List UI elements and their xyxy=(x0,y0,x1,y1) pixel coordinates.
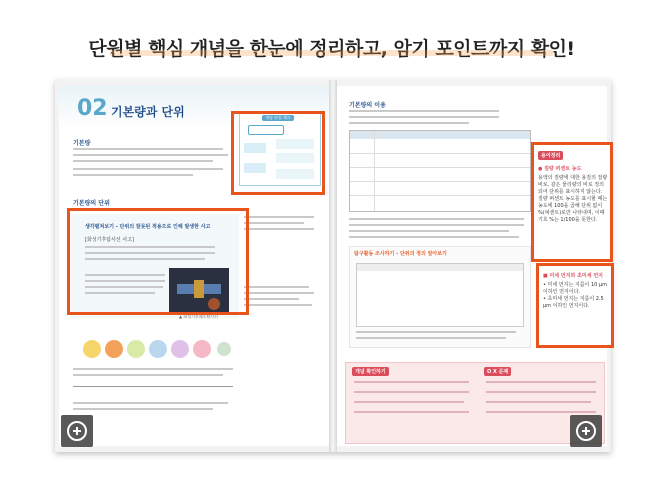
headline-underline xyxy=(110,50,553,56)
text-line xyxy=(356,337,506,339)
scale-axis xyxy=(73,386,233,387)
text-line xyxy=(73,168,223,170)
review-line xyxy=(354,381,469,383)
review-line xyxy=(354,391,469,393)
table-row-divider xyxy=(350,167,530,168)
highlight-tip-box xyxy=(536,263,614,348)
headline-text: 단원별 핵심 개념을 한눈에 정리하고, 암기 포인트까지 확인! xyxy=(88,38,575,60)
ox-line xyxy=(486,391,596,393)
review-line xyxy=(354,411,469,413)
side-note-line xyxy=(244,298,299,300)
chapter-title: 기본량과 단위 xyxy=(111,105,185,119)
side-note-line xyxy=(244,216,314,218)
feature-title: 생각펼쳐보기 - 단위의 잘못된 적용으로 인해 발생한 사고 xyxy=(85,224,211,230)
ox-line xyxy=(486,401,591,403)
text-line xyxy=(349,122,469,124)
concept-box-label: 개념 연결 체크 xyxy=(262,115,294,121)
table-col-divider xyxy=(374,131,375,211)
book-preview xyxy=(55,80,611,452)
text-line xyxy=(73,368,233,370)
review-box xyxy=(345,362,605,444)
text-line xyxy=(73,160,213,162)
zoom-left-button[interactable] xyxy=(61,415,93,447)
text-line xyxy=(73,174,193,176)
zoom-plus-icon xyxy=(67,421,87,441)
chapter-number: 02 xyxy=(77,96,108,121)
activity-label: 탐구활동 조사하기 - 단위의 정의 알아보기 xyxy=(354,251,447,257)
text-line xyxy=(73,402,228,404)
ox-label: O X 문제 xyxy=(484,367,511,376)
section-heading-units: 기본량의 단위 xyxy=(73,200,110,207)
unit-icons-row xyxy=(81,338,231,360)
highlight-note-box xyxy=(531,142,613,262)
table-row-divider xyxy=(350,153,530,154)
text-line xyxy=(73,154,228,156)
highlight-concept-map xyxy=(231,111,325,195)
text-line xyxy=(73,408,213,410)
side-note-line xyxy=(244,292,314,294)
zoom-right-button[interactable] xyxy=(570,415,602,447)
ox-line xyxy=(486,381,596,383)
text-line xyxy=(73,374,223,376)
side-note-line xyxy=(244,222,304,224)
activity-table-header xyxy=(357,264,523,271)
note-title: ● 질량 퍼센트 농도 xyxy=(538,166,582,172)
text-line xyxy=(73,148,223,150)
ox-line xyxy=(486,411,596,413)
section-heading-basic: 기본량 xyxy=(73,140,91,147)
tip-title: ■ 미세 먼지와 초미세 먼지 xyxy=(543,273,603,279)
feature-caption: ▲ 화성기후궤도탐사선 xyxy=(179,314,219,319)
text-line xyxy=(349,230,509,232)
review-label: 개념 확인하기 xyxy=(352,367,389,376)
headline xyxy=(0,34,663,61)
text-line xyxy=(349,116,499,118)
text-line xyxy=(349,236,519,238)
usage-table xyxy=(349,130,531,212)
activity-table xyxy=(356,263,524,327)
note-label: 용어정리 xyxy=(538,151,563,160)
tip-text: • 미세 먼지는 지름이 10 μm 이하인 먼지이다. • 초미세 먼지는 지름이 2.5 μm 이하인 먼지이다. xyxy=(543,282,607,309)
text-line xyxy=(349,224,524,226)
side-note-line xyxy=(244,304,312,306)
text-line xyxy=(349,218,524,220)
table-row-divider xyxy=(350,195,530,196)
table-row-divider xyxy=(350,181,530,182)
table-header xyxy=(350,131,530,139)
feature-subtitle: [화성기후탐사선 사고] xyxy=(85,237,134,243)
highlight-feature-box xyxy=(67,208,249,315)
note-text: 용액의 질량에 대한 용질의 질량비로, 같은 물리량의 비로 정의되어 단위를 표시하지 않는다. 질량 퍼센트 농도를 표시할 때는 농도에 100을 곱해 단위 없이 %(퍼센트)로만 나타내며, 이때 기호 %는 1/100을 뜻한다. xyxy=(538,175,608,223)
book-spine xyxy=(329,80,337,452)
review-line xyxy=(354,401,464,403)
side-note-line xyxy=(244,286,309,288)
text-line xyxy=(349,110,499,112)
section-heading-usage: 기본량의 이용 xyxy=(349,102,386,109)
side-note-line xyxy=(244,228,314,230)
zoom-plus-icon xyxy=(576,421,596,441)
text-line xyxy=(356,331,516,333)
activity-box xyxy=(349,246,531,348)
